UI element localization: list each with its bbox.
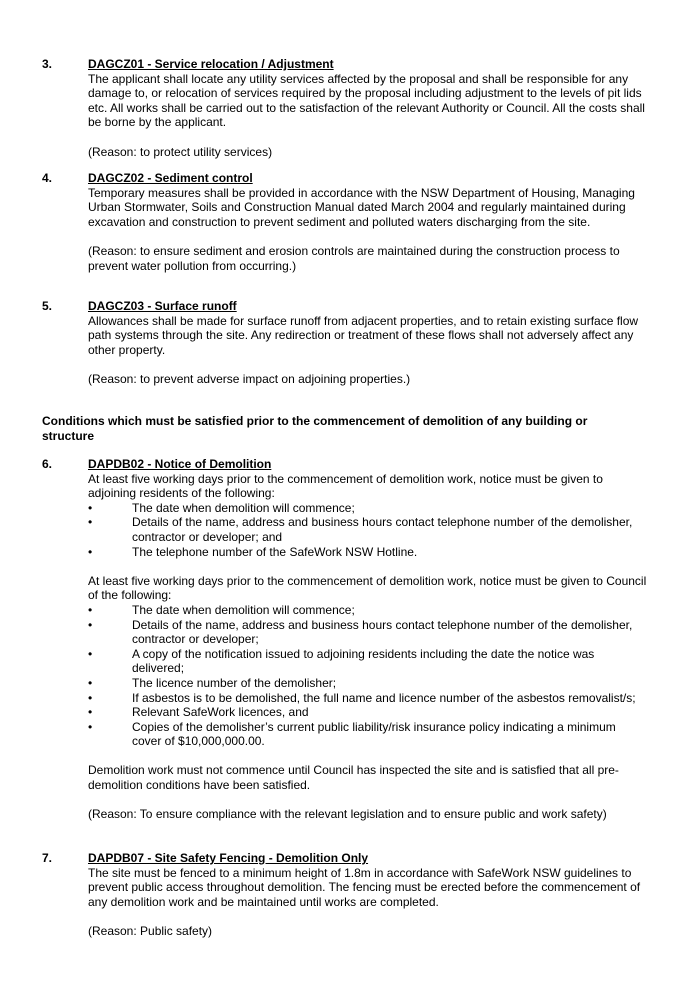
list-item [88,691,648,706]
bullet-icon: • [88,705,93,720]
condition-body [88,866,648,939]
condition-title: DAPDB07 - Site Safety Fencing - Demolition Only [88,851,369,865]
condition-body [88,314,648,387]
condition-text: The applicant shall locate any utility services affected by the proposal and shall be responsible for any damage to, or relocation of services required by the proposal including adjustment to the levels of pit lids etc. All works shall be carried out to the satisfaction of the relevant Authority or Council. All the costs shall be borne by the applicant. [88,71,645,130]
condition-reason: (Reason: to ensure sediment and erosion controls are maintained during the construction process to prevent water pollution from occurring.) [88,243,620,273]
bullet-icon: • [88,544,93,559]
condition-number: 3. [42,57,53,71]
list-item-text: The licence number of the demolisher; [132,675,337,690]
condition-intro: At least five working days prior to the commencement of demolition work, notice must be given to Council of the following: [88,573,647,603]
bullet-icon: • [88,719,93,734]
condition-body [88,72,648,160]
condition-text: The site must be fenced to a minimum height of 1.8m in accordance with SafeWork NSW guidelines to prevent public access throughout demolition. The fencing must be erected before the commencement of any demolition work and be maintained until works are completed. [88,865,641,909]
condition-title: DAGCZ01 - Service relocation / Adjustment [88,57,334,71]
list-item [88,545,648,560]
list-item-text: Relevant SafeWork licences, and [132,705,309,720]
condition-reason: (Reason: to protect utility services) [88,144,273,159]
list-item-text: The date when demolition will commence; [132,500,355,515]
list-item [88,720,648,749]
condition-number: 7. [42,851,53,865]
bullet-icon: • [88,690,93,705]
condition-text: Temporary measures shall be provided in accordance with the NSW Department of Housing, Managing Urban Stormwater, Soils and Construction Manual dated March 2004 and regularly maintained during excavation and construction to prevent sediment and polluted waters discharging from the site. [88,185,635,229]
bullet-icon: • [88,646,93,661]
list-item [88,676,648,691]
condition-reason: (Reason: To ensure compliance with the relevant legislation and to ensure public and work safety) [88,807,607,822]
condition-body [88,186,648,274]
condition-title: DAGCZ02 - Sediment control [88,171,253,185]
list-item [88,501,648,516]
list-item [88,705,648,720]
condition-text: Allowances shall be made for surface runoff from adjacent properties, and to retain existing surface flow path systems through the site. Any redirection or treatment of these flows shall not adversely affect any other property. [88,313,639,357]
list-item-text: A copy of the notification issued to adjoining residents including the date the notice was delivered; [132,646,595,676]
condition-reason: (Reason: Public safety) [88,923,213,938]
condition-intro: At least five working days prior to the commencement of demolition work, notice must be given to adjoining residents of the following: [88,471,603,501]
bullet-list-residents [88,501,648,559]
bullet-icon: • [88,602,93,617]
condition-body [88,472,648,822]
list-item-text: Details of the name, address and business hours contact telephone number of the demolisher, contractor or developer; and [132,515,633,544]
list-item [88,618,648,647]
condition-closing: Demolition work must not commence until Council has inspected the site and is satisfied that all pre-demolition conditions have been satisfied. [88,763,619,793]
bullet-list-council [88,603,648,749]
list-item-text: Details of the name, address and business hours contact telephone number of the demolisher, contractor or developer; [132,617,633,647]
condition-title: DAPDB02 - Notice of Demolition [88,457,272,471]
list-item [88,603,648,618]
list-item-text: The date when demolition will commence; [132,602,355,617]
list-item-text: Copies of the demolisher’s current public liability/risk insurance policy indicating a minimum cover of $10,000,000.00. [132,719,616,749]
list-item [88,647,648,676]
list-item-text: If asbestos is to be demolished, the full name and licence number of the asbestos removalist/s; [132,690,636,705]
bullet-icon: • [88,675,93,690]
list-item-text: The telephone number of the SafeWork NSW Hotline. [132,544,418,559]
condition-title: DAGCZ03 - Surface runoff [88,299,237,313]
condition-number: 4. [42,171,53,185]
condition-number: 5. [42,299,53,313]
list-item [88,515,648,544]
condition-reason: (Reason: to prevent adverse impact on adjoining properties.) [88,371,411,386]
section-heading: Conditions which must be satisfied prior to the commencement of demolition of any building or structure [42,414,588,443]
bullet-icon: • [88,617,93,632]
bullet-icon: • [88,515,93,530]
bullet-icon: • [88,500,93,515]
condition-number: 6. [42,457,53,471]
